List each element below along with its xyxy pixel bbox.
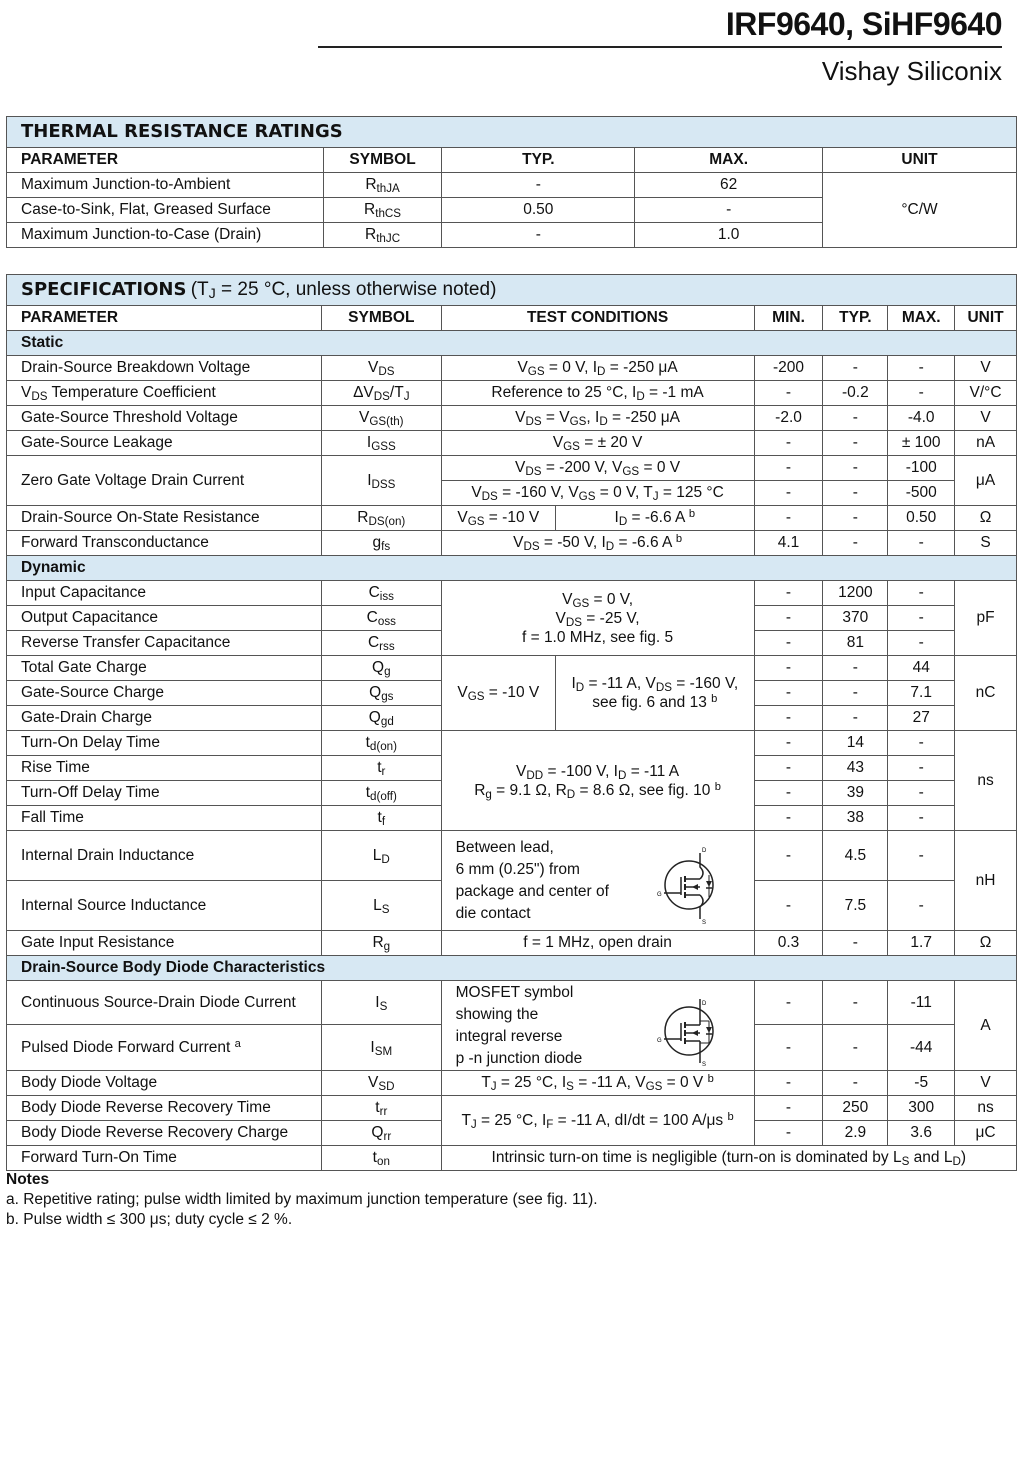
max-cell: - (888, 631, 955, 656)
typ-cell: 0.50 (442, 198, 635, 223)
col-header: MAX. (888, 306, 955, 331)
min-cell: - (754, 656, 823, 681)
param-cell: Drain-Source On-State Resistance (7, 506, 322, 531)
condition-cell: $V_{DD} = -100$ V, $I_D = -11$ A $R_g = 9.1$ Ω, $R_D = 8.6$ Ω, see fig. 10 $^b$ (441, 731, 754, 831)
condition-cell: $T_J = 25$ °C, $I_F = -11$ A, dI/dt = 100 A/μs $^b$ (441, 1096, 754, 1146)
condition-cell: $V_{GS} = -10$ V (441, 656, 555, 731)
max-cell: 3.6 (888, 1121, 955, 1146)
typ-cell: 81 (823, 631, 888, 656)
section-body-diode: Drain-Source Body Diode Characteristics (7, 956, 1017, 981)
min-cell: - (754, 506, 823, 531)
col-header: PARAMETER (7, 148, 324, 173)
col-header: TYP. (442, 148, 635, 173)
max-cell: 27 (888, 706, 955, 731)
spec-table-condition: ($T_J = 25$ °C, unless otherwise noted) (190, 278, 497, 302)
symbol-cell: $R_{thJC}$ (323, 223, 442, 248)
typ-cell: - (823, 706, 888, 731)
table-row (7, 506, 1017, 531)
typ-cell: 38 (823, 806, 888, 831)
max-cell: - (888, 581, 955, 606)
col-header: TEST CONDITIONS (441, 306, 754, 331)
source-label: S (701, 920, 706, 925)
condition-cell: $V_{GS} = 0$ V, $V_{DS} = -25$ V, f = 1.0 MHz, see fig. 5 (441, 581, 754, 656)
symbol-cell: $t_{rr}$ (322, 1096, 442, 1121)
param-cell: Zero Gate Voltage Drain Current (7, 456, 322, 506)
typ-cell: 39 (823, 781, 888, 806)
thermal-table-title: THERMAL RESISTANCE RATINGS (21, 120, 343, 142)
min-cell: - (754, 756, 823, 781)
condition-cell: Intrinsic turn-on time is negligible (turn-on is dominated by $L_S$ and $L_D$) (441, 1146, 1016, 1171)
typ-cell: 370 (823, 606, 888, 631)
condition-cell (441, 981, 754, 1071)
col-header: TYP. (823, 306, 888, 331)
unit-cell: nA (955, 431, 1017, 456)
max-cell: - (888, 531, 955, 556)
min-cell: - (754, 781, 823, 806)
table-row (7, 1096, 1017, 1121)
unit-cell: A (955, 981, 1017, 1071)
min-cell: - (754, 456, 823, 481)
col-header: SYMBOL (323, 148, 442, 173)
max-cell: -44 (888, 1025, 955, 1071)
min-cell: - (754, 806, 823, 831)
symbol-cell: $t_r$ (322, 756, 442, 781)
typ-cell: 4.5 (823, 831, 888, 881)
min-cell: - (754, 581, 823, 606)
unit-cell: pF (955, 581, 1017, 656)
gate-label: G (656, 1038, 662, 1044)
unit-cell: μC (955, 1121, 1017, 1146)
min-cell: - (754, 706, 823, 731)
condition-cell: $V_{DS} = -50$ V, $I_D = -6.6$ A $^b$ (441, 531, 754, 556)
typ-cell: 43 (823, 756, 888, 781)
typ-cell: 2.9 (823, 1121, 888, 1146)
note-a: a. Repetitive rating; pulse width limited by maximum junction temperature (see fig. 11). (6, 1191, 598, 1208)
gate-label: G (656, 892, 662, 898)
table-row (7, 456, 1017, 481)
symbol-cell: $R_{thCS}$ (323, 198, 442, 223)
unit-cell: ns (955, 1096, 1017, 1121)
condition-cell: f = 1 MHz, open drain (441, 931, 754, 956)
symbol-cell: $t_{d(off)}$ (322, 781, 442, 806)
max-cell: - (888, 356, 955, 381)
min-cell: - (754, 481, 823, 506)
typ-cell: - (823, 406, 888, 431)
param-cell: Pulsed Diode Forward Current $^a$ (7, 1025, 322, 1071)
param-cell: Maximum Junction-to-Case (Drain) (7, 223, 324, 248)
max-cell: -500 (888, 481, 955, 506)
max-cell: - (888, 731, 955, 756)
symbol-cell: $t_{d(on)}$ (322, 731, 442, 756)
manufacturer-name: Vishay Siliconix (821, 56, 1002, 86)
max-cell: 1.0 (635, 223, 823, 248)
symbol-cell: $g_{fs}$ (322, 531, 442, 556)
typ-cell: - (442, 173, 635, 198)
min-cell: - (754, 1025, 823, 1071)
param-cell: Case-to-Sink, Flat, Greased Surface (7, 198, 324, 223)
param-cell: Input Capacitance (7, 581, 322, 606)
diode-condition-text: MOSFET symbol showing the integral reverse p -n junction diode (455, 983, 583, 1067)
table-row (7, 656, 1017, 681)
min-cell: -2.0 (754, 406, 823, 431)
condition-cell (441, 831, 754, 931)
symbol-cell: $C_{iss}$ (322, 581, 442, 606)
condition-cell: $V_{GS} = -10$ V (441, 506, 555, 531)
param-cell: Gate-Source Charge (7, 681, 322, 706)
table-row (7, 406, 1017, 431)
symbol-cell: $I_{DSS}$ (322, 456, 442, 506)
max-cell: - (635, 198, 823, 223)
typ-cell: - (823, 431, 888, 456)
typ-cell: - (823, 981, 888, 1025)
max-cell: - (888, 806, 955, 831)
min-cell: - (754, 431, 823, 456)
table-row (7, 981, 1017, 1025)
max-cell: -100 (888, 456, 955, 481)
table-row (7, 1071, 1017, 1096)
table-row (7, 831, 1017, 881)
typ-cell: - (823, 456, 888, 481)
max-cell: - (888, 881, 955, 931)
param-cell: Rise Time (7, 756, 322, 781)
typ-cell: 250 (823, 1096, 888, 1121)
table-row (7, 381, 1017, 406)
unit-cell: V (955, 356, 1017, 381)
col-header: SYMBOL (322, 306, 442, 331)
document-title: IRF9640, SiHF9640 (725, 6, 1002, 42)
symbol-cell: $R_{thJA}$ (323, 173, 442, 198)
unit-cell: nC (955, 656, 1017, 731)
notes-heading: Notes (6, 1171, 50, 1188)
condition-cell: $T_J = 25$ °C, $I_S = -11$ A, $V_{GS} = 0$ V $^b$ (441, 1071, 754, 1096)
param-cell: Continuous Source-Drain Diode Current (7, 981, 322, 1025)
param-cell: Turn-Off Delay Time (7, 781, 322, 806)
section-static: Static (7, 331, 1017, 356)
min-cell: - (754, 881, 823, 931)
spec-header-row (7, 306, 1017, 331)
typ-cell: - (823, 531, 888, 556)
condition-cell: $I_D = -11$ A, $V_{DS} = -160$ V, see fig. 6 and 13 $^b$ (556, 656, 755, 731)
notes-section (6, 1170, 598, 1230)
table-row (7, 531, 1017, 556)
param-cell: Turn-On Delay Time (7, 731, 322, 756)
condition-cell: Reference to 25 °C, $I_D = -1$ mA (441, 381, 754, 406)
mosfet-diode-symbol-icon (654, 993, 724, 1069)
mosfet-inductance-symbol-icon (654, 845, 724, 925)
inductance-condition-text: Between lead, 6 mm (0.25") from package and center of die contact (455, 838, 609, 922)
param-cell: Forward Transconductance (7, 531, 322, 556)
symbol-cell: $Q_g$ (322, 656, 442, 681)
max-cell: 62 (635, 173, 823, 198)
param-cell: Body Diode Reverse Recovery Time (7, 1096, 322, 1121)
typ-cell: - (823, 931, 888, 956)
condition-cell: $V_{GS} = 0$ V, $I_D = -250$ μA (441, 356, 754, 381)
param-cell: Internal Source Inductance (7, 881, 322, 931)
unit-cell: °C/W (823, 173, 1017, 248)
col-header: PARAMETER (7, 306, 322, 331)
thermal-resistance-table (6, 116, 1017, 248)
symbol-cell: $Q_{gs}$ (322, 681, 442, 706)
symbol-cell: $t_f$ (322, 806, 442, 831)
min-cell: - (754, 1096, 823, 1121)
symbol-cell: $V_{SD}$ (322, 1071, 442, 1096)
param-cell: Drain-Source Breakdown Voltage (7, 356, 322, 381)
max-cell: -11 (888, 981, 955, 1025)
typ-cell: - (823, 656, 888, 681)
param-cell: Internal Drain Inductance (7, 831, 322, 881)
symbol-cell: $Q_{rr}$ (322, 1121, 442, 1146)
table-row (7, 173, 1017, 198)
symbol-cell: $C_{oss}$ (322, 606, 442, 631)
max-cell: - (888, 831, 955, 881)
unit-cell: V/°C (955, 381, 1017, 406)
typ-cell: - (823, 356, 888, 381)
unit-cell: ns (955, 731, 1017, 831)
symbol-cell: $V_{GS(th)}$ (322, 406, 442, 431)
min-cell: - (754, 981, 823, 1025)
min-cell: - (754, 631, 823, 656)
table-row (7, 431, 1017, 456)
param-cell: Body Diode Voltage (7, 1071, 322, 1096)
unit-cell: Ω (955, 931, 1017, 956)
symbol-cell: $C_{rss}$ (322, 631, 442, 656)
typ-cell: - (823, 1071, 888, 1096)
typ-cell: - (442, 223, 635, 248)
min-cell: - (754, 731, 823, 756)
section-dynamic: Dynamic (7, 556, 1017, 581)
min-cell: 0.3 (754, 931, 823, 956)
condition-cell: $V_{GS}$ = ± 20 V (441, 431, 754, 456)
param-cell: Gate-Source Threshold Voltage (7, 406, 322, 431)
min-cell: - (754, 1121, 823, 1146)
max-cell: - (888, 756, 955, 781)
min-cell: - (754, 606, 823, 631)
param-cell: Output Capacitance (7, 606, 322, 631)
condition-cell: $V_{DS} = -200$ V, $V_{GS} = 0$ V (441, 456, 754, 481)
param-cell: Maximum Junction-to-Ambient (7, 173, 324, 198)
typ-cell: -0.2 (823, 381, 888, 406)
typ-cell: - (823, 681, 888, 706)
symbol-cell: $I_{GSS}$ (322, 431, 442, 456)
max-cell: 1.7 (888, 931, 955, 956)
max-cell: -5 (888, 1071, 955, 1096)
specifications-table (6, 274, 1017, 1171)
param-cell: $V_{DS}$ Temperature Coefficient (7, 381, 322, 406)
param-cell: Gate-Drain Charge (7, 706, 322, 731)
symbol-cell: $t_{on}$ (322, 1146, 442, 1171)
typ-cell: 7.5 (823, 881, 888, 931)
symbol-cell: $R_{DS(on)}$ (322, 506, 442, 531)
typ-cell: - (823, 506, 888, 531)
max-cell: 300 (888, 1096, 955, 1121)
max-cell: - (888, 606, 955, 631)
unit-cell: V (955, 1071, 1017, 1096)
min-cell: -200 (754, 356, 823, 381)
condition-cell: $I_D = -6.6$ A $^b$ (556, 506, 755, 531)
header-rule (318, 46, 1002, 48)
table-row (7, 356, 1017, 381)
symbol-cell: $R_g$ (322, 931, 442, 956)
min-cell: - (754, 681, 823, 706)
table-row (7, 731, 1017, 756)
symbol-cell: $I_{SM}$ (322, 1025, 442, 1071)
drain-label: D (701, 1001, 706, 1007)
table-row (7, 581, 1017, 606)
symbol-cell: $I_S$ (322, 981, 442, 1025)
unit-cell: V (955, 406, 1017, 431)
thermal-header-row (7, 148, 1017, 173)
col-header: UNIT (955, 306, 1017, 331)
symbol-cell: $L_S$ (322, 881, 442, 931)
spec-table-title: SPECIFICATIONS (21, 278, 187, 300)
symbol-cell: $\Delta V_{DS}/T_J$ (322, 381, 442, 406)
param-cell: Total Gate Charge (7, 656, 322, 681)
unit-cell: Ω (955, 506, 1017, 531)
min-cell: - (754, 831, 823, 881)
condition-cell: $V_{DS} = V_{GS}$, $I_D = -250$ μA (441, 406, 754, 431)
param-cell: Fall Time (7, 806, 322, 831)
note-b: b. Pulse width ≤ 300 μs; duty cycle ≤ 2 %. (6, 1211, 293, 1228)
max-cell: - (888, 781, 955, 806)
unit-cell: S (955, 531, 1017, 556)
col-header: MIN. (754, 306, 823, 331)
table-row (7, 1146, 1017, 1171)
min-cell: - (754, 1071, 823, 1096)
thermal-title-row (7, 117, 1017, 148)
param-cell: Gate-Source Leakage (7, 431, 322, 456)
typ-cell: 1200 (823, 581, 888, 606)
symbol-cell: $V_{DS}$ (322, 356, 442, 381)
unit-cell: μA (955, 456, 1017, 506)
param-cell: Reverse Transfer Capacitance (7, 631, 322, 656)
max-cell: 7.1 (888, 681, 955, 706)
min-cell: - (754, 381, 823, 406)
col-header: MAX. (635, 148, 823, 173)
unit-cell: nH (955, 831, 1017, 931)
max-cell: 0.50 (888, 506, 955, 531)
param-cell: Body Diode Reverse Recovery Charge (7, 1121, 322, 1146)
max-cell: -4.0 (888, 406, 955, 431)
max-cell: - (888, 381, 955, 406)
param-cell: Forward Turn-On Time (7, 1146, 322, 1171)
max-cell: ± 100 (888, 431, 955, 456)
max-cell: 44 (888, 656, 955, 681)
symbol-cell: $Q_{gd}$ (322, 706, 442, 731)
col-header: UNIT (823, 148, 1017, 173)
table-row (7, 931, 1017, 956)
spec-title-row (7, 275, 1017, 306)
typ-cell: 14 (823, 731, 888, 756)
drain-label: D (701, 848, 706, 854)
typ-cell: - (823, 1025, 888, 1071)
condition-cell: $V_{DS} = -160$ V, $V_{GS} = 0$ V, $T_J = 125$ °C (441, 481, 754, 506)
typ-cell: - (823, 481, 888, 506)
source-label: S (701, 1062, 706, 1068)
symbol-cell: $L_D$ (322, 831, 442, 881)
param-cell: Gate Input Resistance (7, 931, 322, 956)
min-cell: 4.1 (754, 531, 823, 556)
